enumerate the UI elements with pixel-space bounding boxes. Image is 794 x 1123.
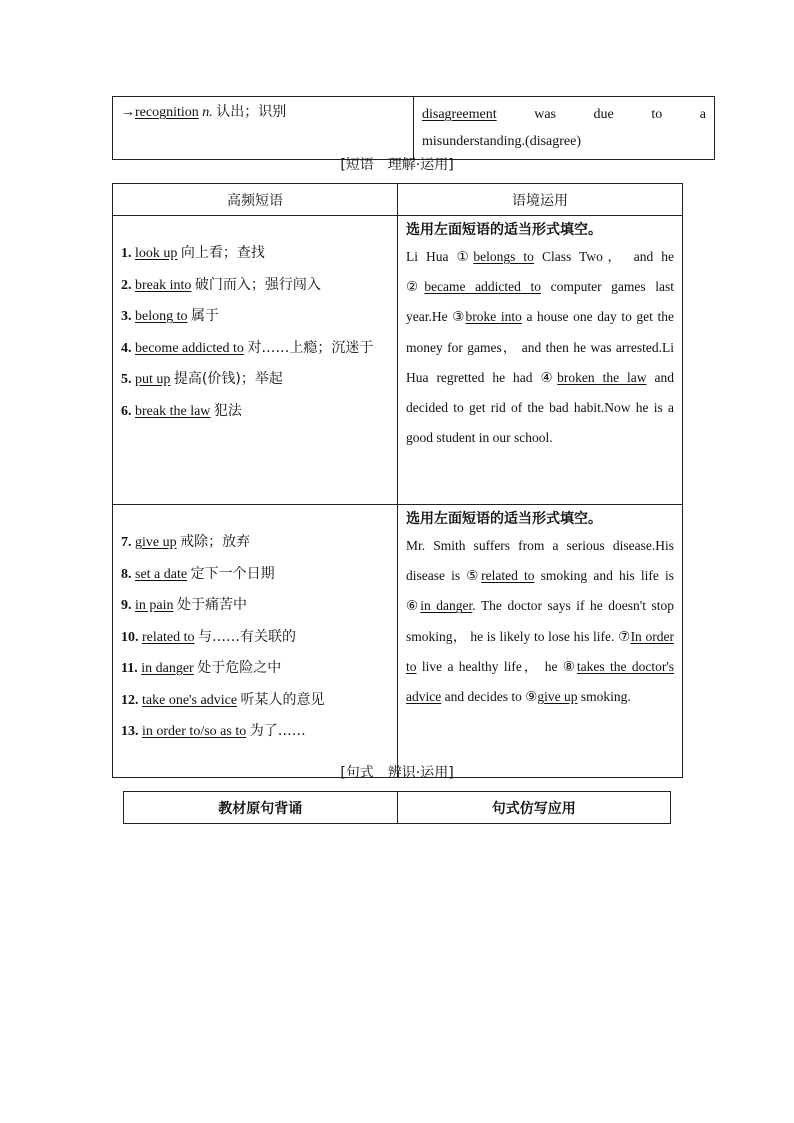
phrase-number: 2. bbox=[121, 277, 132, 293]
instruction-text: 选用左面短语的适当形式填空。 bbox=[406, 511, 602, 527]
answer-blank: takes the doctor's advice bbox=[406, 658, 675, 705]
phrase-item bbox=[121, 622, 389, 654]
arrow-icon: → bbox=[121, 105, 135, 120]
phrase-number: 7. bbox=[121, 535, 132, 550]
phrase-item bbox=[121, 590, 389, 622]
answer-blank: became addicted to bbox=[424, 279, 541, 295]
phrase-number: 6. bbox=[121, 403, 132, 419]
phrase-number: 3. bbox=[121, 309, 132, 324]
phrase-number: 9. bbox=[121, 598, 132, 613]
header-high-frequency-phrases: 高频短语 bbox=[113, 184, 398, 216]
header-textbook-sentences: 教材原句背诵 bbox=[124, 792, 398, 824]
phrase-item bbox=[121, 364, 389, 396]
phrase-item bbox=[121, 270, 389, 302]
phrase-number: 1. bbox=[121, 246, 132, 261]
sentence-answer: disagreement bbox=[422, 107, 497, 122]
sentence-table bbox=[123, 791, 671, 824]
phrase-meaning: 提高(价钱)；举起 bbox=[173, 371, 283, 387]
phrase-list-group-2 bbox=[113, 505, 398, 778]
phrase-number: 4. bbox=[121, 340, 132, 356]
phrase-item bbox=[121, 527, 389, 559]
phrase-answer: give up bbox=[135, 535, 177, 550]
section-title-phrases: [短语 理解·运用] bbox=[340, 157, 454, 173]
word-meaning: 认出；识别 bbox=[216, 104, 287, 120]
phrase-meaning: 对……上瘾；沉迷于 bbox=[247, 339, 374, 356]
answer-blank: give up bbox=[537, 689, 578, 705]
phrase-answer: in order to/so as to bbox=[142, 724, 247, 739]
phrase-answer: look up bbox=[135, 246, 178, 261]
sentence-line-2: misunderstanding.(disagree) bbox=[422, 134, 582, 149]
phrase-number: 13. bbox=[121, 724, 139, 739]
answer-blank: broken the law bbox=[557, 369, 647, 385]
passage-text: Li Hua ①belongs to Class Two， and he ②became addicted to computer games last year.He ③broke into a house one day to get the money for games， and then he was arrested.Li Hua regretted he had ④broken the law and decided to get rid of the bad habit.Now he is a good student in our school. bbox=[406, 249, 674, 446]
top-right-cell bbox=[414, 97, 715, 160]
phrase-item bbox=[121, 238, 389, 270]
word-answer: recognition bbox=[135, 105, 199, 120]
answer-blank: In order to bbox=[406, 628, 674, 674]
answer-blank: broke into bbox=[465, 309, 522, 325]
answer-blank: belongs to bbox=[473, 249, 534, 264]
instruction-text: 选用左面短语的适当形式填空。 bbox=[406, 222, 602, 238]
answer-blank: in danger bbox=[420, 598, 473, 614]
phrase-number: 10. bbox=[121, 629, 139, 645]
phrase-list-group-1 bbox=[113, 216, 398, 505]
top-vocab-table bbox=[112, 96, 715, 160]
phrase-meaning: 犯法 bbox=[213, 402, 242, 419]
phrase-answer: become addicted to bbox=[135, 340, 244, 356]
phrase-answer: put up bbox=[135, 372, 171, 387]
phrase-answer: in danger bbox=[141, 661, 194, 676]
passage-text: Mr. Smith suffers from a serious disease.His disease is ⑤related to smoking and his life is ⑥in danger. The doctor says if he doesn't stop smoking， he is likely to lose his life. ⑦In order to live a healthy life， he ⑧takes the doctor's advice and decides to ⑨give up smoking. bbox=[406, 538, 675, 705]
phrase-item bbox=[121, 559, 389, 591]
phrase-item bbox=[121, 653, 389, 685]
phrase-number: 5. bbox=[121, 372, 132, 387]
phrase-answer: set a date bbox=[135, 566, 188, 582]
phrase-meaning: 处于危险之中 bbox=[197, 660, 282, 676]
phrase-meaning: 处于痛苦中 bbox=[177, 597, 247, 613]
phrase-meaning: 破门而入；强行闯入 bbox=[194, 276, 321, 293]
phrase-item bbox=[121, 716, 389, 748]
phrase-meaning: 定下一个日期 bbox=[190, 565, 275, 582]
phrase-answer: in pain bbox=[135, 598, 174, 613]
phrase-answer: belong to bbox=[135, 309, 188, 324]
phrase-table bbox=[112, 183, 683, 778]
part-of-speech: n. bbox=[202, 105, 213, 120]
phrase-number: 11. bbox=[121, 661, 138, 676]
answer-blank: related to bbox=[481, 568, 535, 584]
header-context-usage: 语境运用 bbox=[398, 184, 683, 216]
phrase-meaning: 听某人的意见 bbox=[240, 691, 325, 708]
phrase-answer: break into bbox=[135, 277, 192, 293]
context-passage-group-2 bbox=[398, 505, 683, 778]
phrase-item bbox=[121, 333, 389, 365]
phrase-meaning: 戒除；放弃 bbox=[180, 534, 251, 550]
phrase-list bbox=[121, 238, 389, 427]
header-sentence-imitation: 句式仿写应用 bbox=[397, 792, 671, 824]
phrase-answer: related to bbox=[142, 629, 195, 645]
phrase-answer: take one's advice bbox=[142, 692, 238, 708]
phrase-meaning: 属于 bbox=[191, 308, 219, 324]
top-left-cell bbox=[113, 97, 414, 160]
phrase-item bbox=[121, 685, 389, 717]
phrase-answer: break the law bbox=[135, 403, 211, 419]
section-title-sentences: [句式 辨识·运用] bbox=[340, 765, 454, 781]
phrase-meaning: 为了…… bbox=[249, 723, 306, 739]
phrase-item bbox=[121, 301, 389, 333]
phrase-meaning: 向上看；查找 bbox=[180, 245, 265, 261]
phrase-number: 12. bbox=[121, 692, 139, 708]
phrase-number: 8. bbox=[121, 566, 132, 582]
sentence-line-1: disagreement was due to a bbox=[422, 101, 706, 128]
context-passage-group-1 bbox=[398, 216, 683, 505]
phrase-meaning: 与……有关联的 bbox=[197, 628, 296, 645]
phrase-item bbox=[121, 396, 389, 428]
phrase-list bbox=[121, 527, 389, 748]
